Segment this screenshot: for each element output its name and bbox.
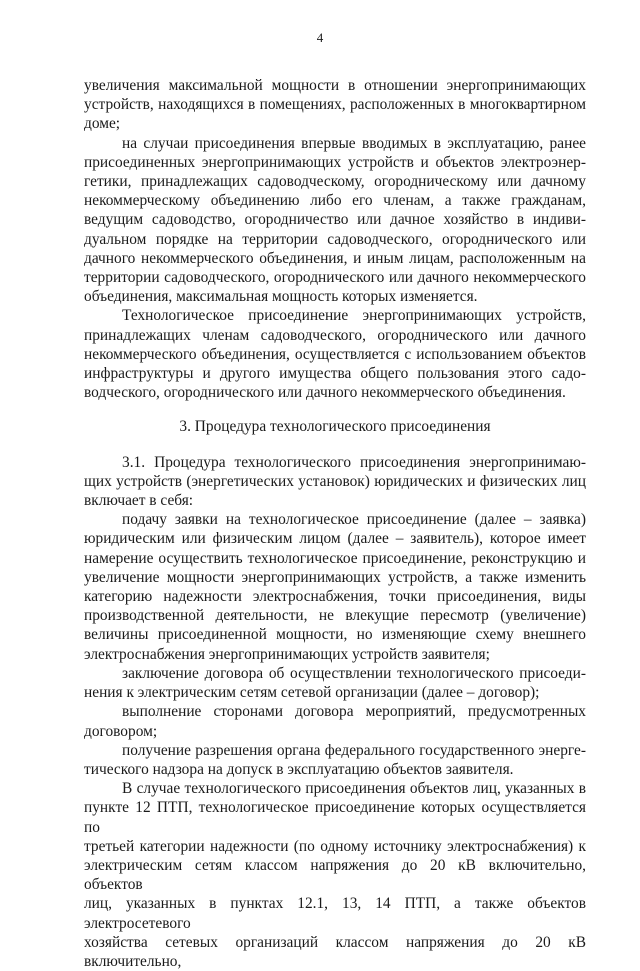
paragraph-continuation [84, 76, 586, 134]
text-line: получение разрешения органа федерального государственного энерге- [122, 741, 586, 759]
text-line: электроснабжения энергопринимающих устройств заявителя; [84, 645, 490, 663]
text-line: электрическим сетям классом напряжения до 20 кВ включительно, объектов [84, 856, 586, 894]
paragraph-permission [84, 741, 586, 779]
text-line: ведущим садоводство, огородничество или дачное хозяйство в индиви- [84, 211, 586, 229]
text-line: водческого, огороднического или дачного некоммерческого объединения. [84, 384, 566, 402]
text-line: юридическим или физическим лицом (далее – заявитель), которое имеет [84, 530, 586, 548]
text-line: гетики, принадлежащих садоводческому, огородническому или дачному [84, 173, 586, 191]
text-line: присоединенных энергопринимающих устройств и объектов электроэнер- [84, 153, 586, 171]
text-line: 3.1. Процедура технологического присоединения энергопринимаю- [122, 453, 586, 471]
text-line: В случае технологического присоединения объектов лиц, указанных в [122, 780, 586, 798]
text-line: устройств, находящихся в помещениях, расположенных в многоквартирном [84, 96, 586, 114]
text-line: объединения, максимальная мощность которых изменяется. [84, 288, 478, 306]
text-line: пункте 12 ПТП, технологическое присоединение которых осуществляется по [84, 799, 586, 836]
text-line: нения к электрическим сетям сетевой организации (далее – договор); [84, 684, 540, 702]
text-line: хозяйства сетевых организаций классом напряжения до 20 кВ включительно, [84, 933, 586, 970]
text-line: заключение договора об осуществлении технологического присоеди- [122, 664, 586, 682]
text-line: некоммерческому объединению либо его членам, а также гражданам, [84, 192, 586, 210]
text-line: выполнение сторонами договора мероприятий, предусмотренных [122, 703, 586, 721]
text-line: договором; [84, 722, 158, 740]
text-line: доме; [84, 115, 121, 133]
text-line: тического надзора на допуск в эксплуатацию объектов заявителя. [84, 760, 514, 778]
text-line: принадлежащих членам садоводческого, огороднического или дачного [84, 326, 586, 344]
document-body [84, 76, 586, 971]
text-line: Технологическое присоединение энергопринимающих устройств, [122, 307, 586, 325]
text-line: категорию надежности электроснабжения, точки присоединения, виды [84, 588, 586, 606]
text-line: увеличения максимальной мощности в отношении энергопринимающих [84, 77, 586, 94]
paragraph-application [84, 510, 586, 664]
paragraph-case-12-ptp [84, 779, 586, 971]
text-line: подачу заявки на технологическое присоединение (далее – заявка) [122, 511, 586, 529]
text-line: щих устройств (энергетических установок) юридических и физических лиц [84, 472, 586, 490]
text-line: лиц, указанных в пунктах 12.1, 13, 14 ПТП, а также объектов электросетевого [84, 895, 586, 932]
text-line: увеличение мощности энергопринимающих устройств, а также изменить [84, 568, 586, 586]
section-3-heading: 3. Процедура технологического присоединения [179, 418, 491, 436]
paragraph-measures [84, 702, 586, 740]
text-line: территории садоводческого, огороднического или дачного некоммерческого [84, 269, 586, 287]
text-line: на случаи присоединения впервые вводимых в эксплуатацию, ранее [122, 134, 586, 152]
paragraph-first-time-connection [84, 134, 586, 307]
text-line: намерение осуществить технологическое присоединение, реконструкцию и [84, 549, 586, 567]
text-line: величины присоединенной мощности, но изменяющие схему внешнего [84, 626, 586, 644]
text-line: производственной деятельности, не влекущие пересмотр (увеличение) [84, 607, 586, 625]
text-line: третьей категории надежности (по одному источнику электроснабжения) к [84, 837, 586, 855]
paragraph-contract [84, 664, 586, 702]
text-line: некоммерческого объединения, осуществляется с использованием объектов [84, 345, 586, 363]
paragraph-3-1 [84, 453, 586, 511]
page-number: 4 [316, 30, 324, 45]
text-line: дачного некоммерческого объединения, и иным лицам, расположенным на [84, 249, 586, 267]
text-line: инфраструктуры и другого имущества общего пользования этого садо- [84, 365, 586, 383]
text-line: включает в себя: [84, 492, 194, 510]
text-line: дуальном порядке на территории садоводческого, огороднического или [84, 230, 586, 248]
paragraph-technological-connection [84, 306, 586, 402]
